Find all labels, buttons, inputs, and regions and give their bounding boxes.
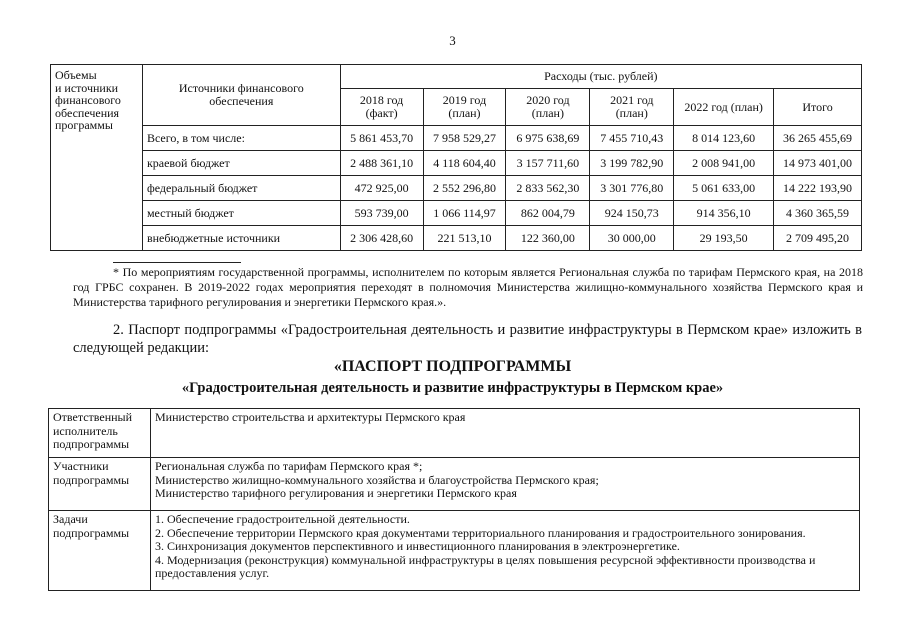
value-cell: 3 301 776,80	[590, 176, 674, 201]
value-cell: 914 356,10	[674, 201, 774, 226]
value-cell: 4 118 604,40	[423, 151, 506, 176]
finance-row-label: Объемы и источники финансового обеспечения программы	[51, 65, 143, 251]
year-header: 2018 год (факт)	[340, 89, 423, 126]
value-cell: 122 360,00	[506, 226, 590, 251]
table-row	[51, 201, 862, 226]
value-cell: 3 199 782,90	[590, 151, 674, 176]
value-cell: 5 061 633,00	[674, 176, 774, 201]
source-label: местный бюджет	[142, 201, 340, 226]
value-cell: 7 455 710,43	[590, 126, 674, 151]
amendment-paragraph: 2. Паспорт подпрограммы «Градостроительная деятельность и развитие инфраструктуры в Пермском крае» изложить в следующей редакции:	[73, 322, 862, 356]
value-cell: 7 958 529,27	[423, 126, 506, 151]
value-cell: 862 004,79	[506, 201, 590, 226]
value-cell: 2 306 428,60	[340, 226, 423, 251]
year-header: 2022 год (план)	[674, 89, 774, 126]
source-label: внебюджетные источники	[142, 226, 340, 251]
passport-content: 1. Обеспечение градостроительной деятельности. 2. Обеспечение территории Пермского края документами территориального планирования и градостроительного зонирования. 3. Синхронизация документов перспективного и инвестиционного планирования в электроэнергетике. 4. Модернизация (реконструкция) коммунальной инфраструктуры в целях повышения ресурсной эффективности производства и предоставления услуг.	[151, 511, 860, 591]
value-cell: 30 000,00	[590, 226, 674, 251]
value-cell: 14 222 193,90	[774, 176, 862, 201]
finance-table	[50, 64, 862, 251]
passport-subtitle: «Градостроительная деятельность и развитие инфраструктуры в Пермском крае»	[181, 380, 724, 396]
source-label: краевой бюджет	[142, 151, 340, 176]
table-row	[51, 176, 862, 201]
value-cell: 2 488 361,10	[340, 151, 423, 176]
value-cell: 221 513,10	[423, 226, 506, 251]
value-cell: 29 193,50	[674, 226, 774, 251]
value-cell: 2 709 495,20	[774, 226, 862, 251]
page-number: 3	[449, 33, 456, 48]
year-header: 2021 год (план)	[590, 89, 674, 126]
passport-label: Ответственный исполнитель подпрограммы	[49, 409, 151, 458]
value-cell: 593 739,00	[340, 201, 423, 226]
passport-title: «ПАСПОРТ ПОДПРОГРАММЫ	[333, 358, 572, 375]
table-row	[51, 151, 862, 176]
footnote-divider	[113, 262, 241, 263]
passport-table	[48, 408, 860, 591]
value-cell: 2 833 562,30	[506, 176, 590, 201]
table-row	[51, 226, 862, 251]
passport-label: Задачи подпрограммы	[49, 511, 151, 591]
value-cell: 2 008 941,00	[674, 151, 774, 176]
table-row	[49, 409, 860, 458]
year-header: 2020 год (план)	[506, 89, 590, 126]
value-cell: 5 861 453,70	[340, 126, 423, 151]
value-cell: 1 066 114,97	[423, 201, 506, 226]
value-cell: 3 157 711,60	[506, 151, 590, 176]
source-label: Всего, в том числе:	[142, 126, 340, 151]
value-cell: 14 973 401,00	[774, 151, 862, 176]
value-cell: 4 360 365,59	[774, 201, 862, 226]
passport-label: Участники подпрограммы	[49, 458, 151, 511]
value-cell: 2 552 296,80	[423, 176, 506, 201]
table-row	[49, 458, 860, 511]
value-cell: 472 925,00	[340, 176, 423, 201]
year-header: 2019 год (план)	[423, 89, 506, 126]
sources-header: Источники финансового обеспечения	[142, 65, 340, 126]
expenses-header: Расходы (тыс. рублей)	[340, 65, 861, 89]
table-row	[49, 511, 860, 591]
table-row	[51, 126, 862, 151]
value-cell: 8 014 123,60	[674, 126, 774, 151]
passport-content: Министерство строительства и архитектуры Пермского края	[151, 409, 860, 458]
value-cell: 6 975 638,69	[506, 126, 590, 151]
value-cell: 36 265 455,69	[774, 126, 862, 151]
total-header: Итого	[774, 89, 862, 126]
source-label: федеральный бюджет	[142, 176, 340, 201]
footnote-text: * По мероприятиям государственной программы, исполнителем по которым является Региональная служба по тарифам Пермского края, на 2018 год ГРБС сохранен. В 2019-2022 годах мероприятия переходят в полномочия Министерства жилищно-коммунального хозяйства Пермского края и Министерства тарифного регулирования и энергетики Пермского края.».	[73, 265, 863, 309]
passport-content: Региональная служба по тарифам Пермского края *; Министерство жилищно-коммунального хозяйства и благоустройства Пермского края; Министерство тарифного регулирования и энергетики Пермского края	[151, 458, 860, 511]
value-cell: 924 150,73	[590, 201, 674, 226]
